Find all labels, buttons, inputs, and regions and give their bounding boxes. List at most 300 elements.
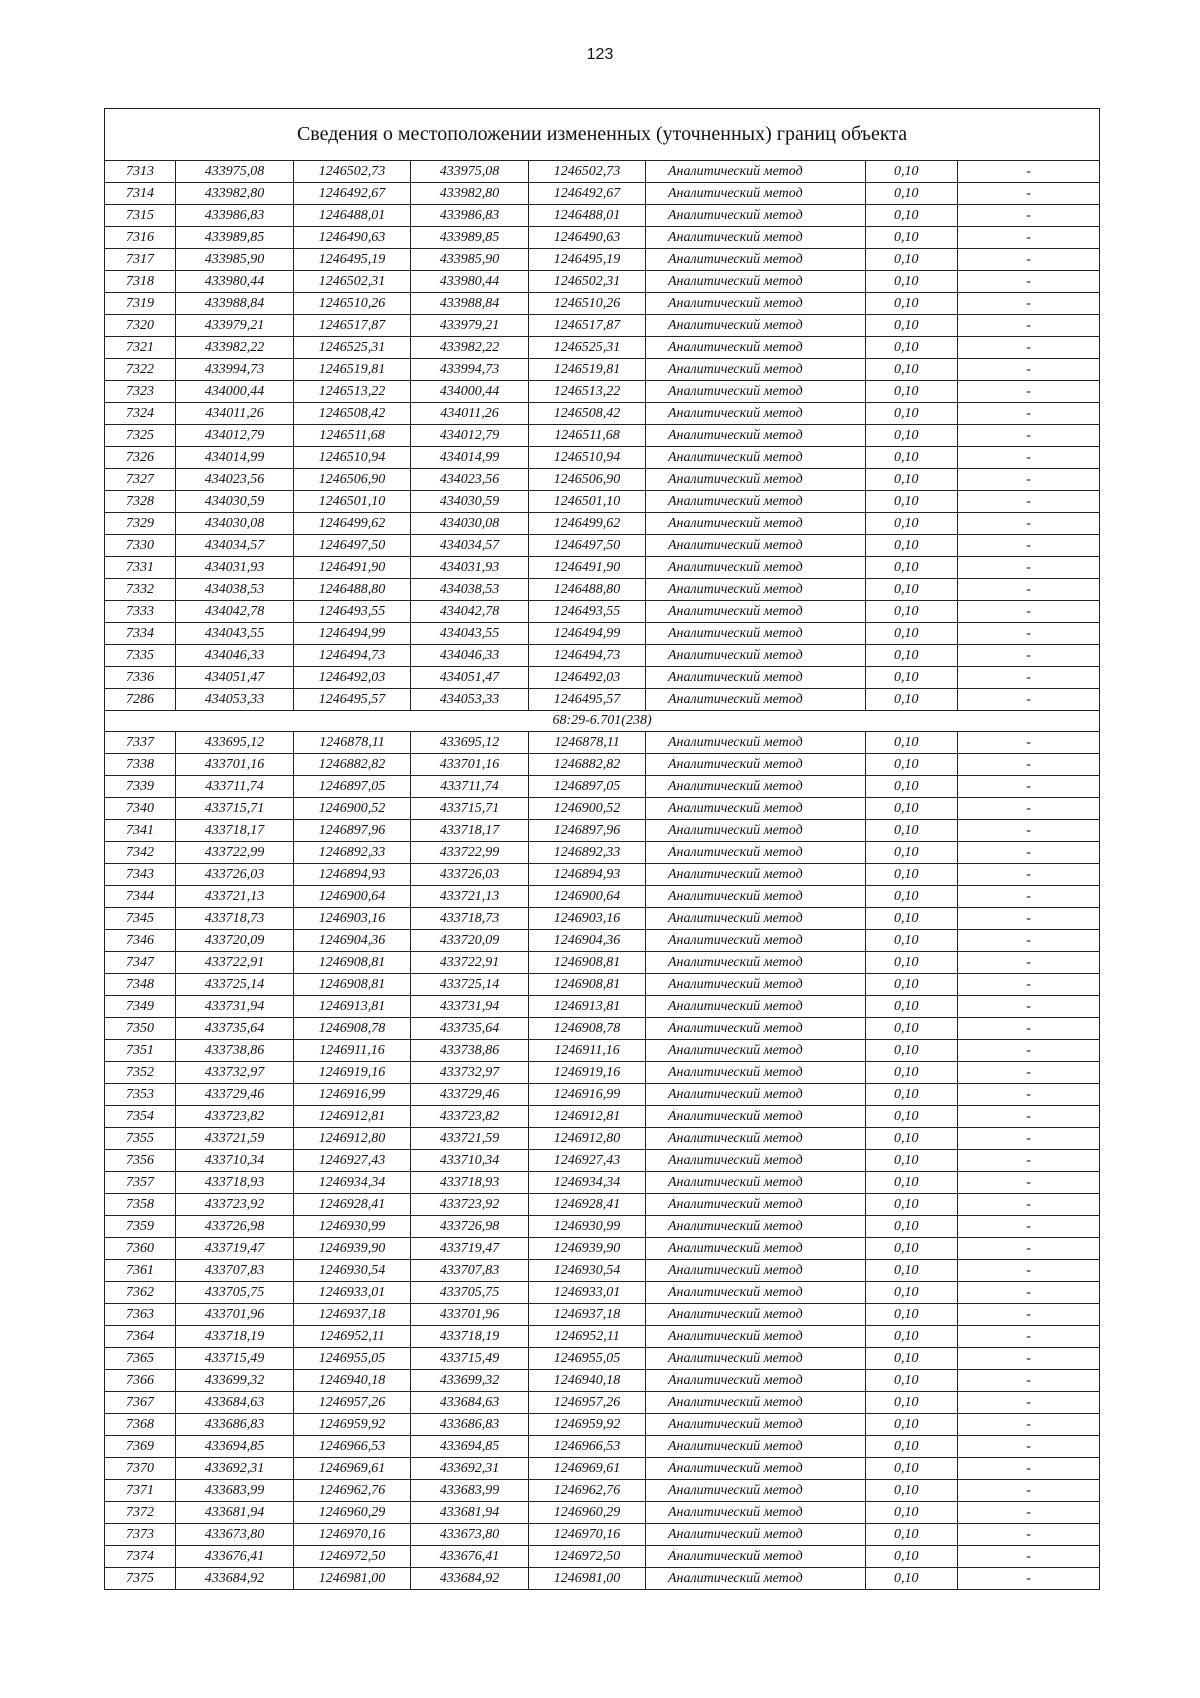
cell-method: Аналитический метод bbox=[646, 1502, 866, 1524]
cell-description: - bbox=[958, 1150, 1100, 1172]
cell-x-new: 433686,83 bbox=[411, 1414, 529, 1436]
cell-x-new: 433705,75 bbox=[411, 1282, 529, 1304]
table-row bbox=[105, 974, 1100, 996]
table-row bbox=[105, 1106, 1100, 1128]
cell-y-new: 1246916,99 bbox=[529, 1084, 646, 1106]
cell-x-old: 433989,85 bbox=[176, 227, 294, 249]
cell-description: - bbox=[958, 1128, 1100, 1150]
cell-precision: 0,10 bbox=[866, 974, 958, 996]
cell-point-number: 7336 bbox=[105, 667, 176, 689]
cell-description: - bbox=[958, 1480, 1100, 1502]
table-row bbox=[105, 1238, 1100, 1260]
table-row bbox=[105, 403, 1100, 425]
cell-description: - bbox=[958, 513, 1100, 535]
cell-point-number: 7330 bbox=[105, 535, 176, 557]
cell-x-new: 433718,93 bbox=[411, 1172, 529, 1194]
cell-precision: 0,10 bbox=[866, 359, 958, 381]
cell-method: Аналитический метод bbox=[646, 974, 866, 996]
cell-y-new: 1246972,50 bbox=[529, 1546, 646, 1568]
cell-description: - bbox=[958, 1458, 1100, 1480]
cell-description: - bbox=[958, 623, 1100, 645]
cell-description: - bbox=[958, 337, 1100, 359]
cell-precision: 0,10 bbox=[866, 1480, 958, 1502]
cell-method: Аналитический метод bbox=[646, 1172, 866, 1194]
cell-point-number: 7331 bbox=[105, 557, 176, 579]
cell-method: Аналитический метод bbox=[646, 183, 866, 205]
cell-x-new: 433707,83 bbox=[411, 1260, 529, 1282]
cell-precision: 0,10 bbox=[866, 1502, 958, 1524]
cell-point-number: 7332 bbox=[105, 579, 176, 601]
cell-y-new: 1246933,01 bbox=[529, 1282, 646, 1304]
cell-y-new: 1246919,16 bbox=[529, 1062, 646, 1084]
cell-method: Аналитический метод bbox=[646, 491, 866, 513]
cell-y-new: 1246940,18 bbox=[529, 1370, 646, 1392]
cell-y-new: 1246911,16 bbox=[529, 1040, 646, 1062]
cell-description: - bbox=[958, 1524, 1100, 1546]
cell-x-old: 433982,22 bbox=[176, 337, 294, 359]
cell-x-new: 434038,53 bbox=[411, 579, 529, 601]
cell-x-old: 433715,71 bbox=[176, 798, 294, 820]
cell-y-new: 1246970,16 bbox=[529, 1524, 646, 1546]
cell-x-old: 433695,12 bbox=[176, 732, 294, 754]
cell-precision: 0,10 bbox=[866, 1128, 958, 1150]
cell-x-old: 434030,08 bbox=[176, 513, 294, 535]
cell-precision: 0,10 bbox=[866, 930, 958, 952]
cell-point-number: 7338 bbox=[105, 754, 176, 776]
cell-precision: 0,10 bbox=[866, 469, 958, 491]
cell-method: Аналитический метод bbox=[646, 1524, 866, 1546]
cell-y-old: 1246927,43 bbox=[294, 1150, 411, 1172]
cell-precision: 0,10 bbox=[866, 1458, 958, 1480]
cell-precision: 0,10 bbox=[866, 227, 958, 249]
table-row bbox=[105, 1062, 1100, 1084]
cell-y-old: 1246525,31 bbox=[294, 337, 411, 359]
cell-method: Аналитический метод bbox=[646, 1480, 866, 1502]
cell-precision: 0,10 bbox=[866, 491, 958, 513]
cell-precision: 0,10 bbox=[866, 315, 958, 337]
cell-precision: 0,10 bbox=[866, 249, 958, 271]
cell-description: - bbox=[958, 886, 1100, 908]
cell-y-old: 1246900,52 bbox=[294, 798, 411, 820]
cell-precision: 0,10 bbox=[866, 1414, 958, 1436]
table-row bbox=[105, 381, 1100, 403]
page-number: 123 bbox=[586, 46, 614, 63]
cell-point-number: 7358 bbox=[105, 1194, 176, 1216]
cell-method: Аналитический метод bbox=[646, 447, 866, 469]
cell-y-old: 1246908,81 bbox=[294, 952, 411, 974]
cell-y-old: 1246911,16 bbox=[294, 1040, 411, 1062]
cell-point-number: 7370 bbox=[105, 1458, 176, 1480]
cell-y-new: 1246897,96 bbox=[529, 820, 646, 842]
cell-point-number: 7348 bbox=[105, 974, 176, 996]
cell-description: - bbox=[958, 1304, 1100, 1326]
cell-method: Аналитический метод bbox=[646, 1436, 866, 1458]
table-row bbox=[105, 513, 1100, 535]
cell-y-new: 1246501,10 bbox=[529, 491, 646, 513]
cell-description: - bbox=[958, 601, 1100, 623]
cell-x-new: 434031,93 bbox=[411, 557, 529, 579]
cell-precision: 0,10 bbox=[866, 205, 958, 227]
cell-y-old: 1246492,67 bbox=[294, 183, 411, 205]
cell-method: Аналитический метод bbox=[646, 1568, 866, 1590]
cell-y-old: 1246488,80 bbox=[294, 579, 411, 601]
table-row bbox=[105, 689, 1100, 711]
cell-precision: 0,10 bbox=[866, 667, 958, 689]
cell-point-number: 7357 bbox=[105, 1172, 176, 1194]
cell-y-old: 1246511,68 bbox=[294, 425, 411, 447]
table-row bbox=[105, 249, 1100, 271]
cell-x-new: 434023,56 bbox=[411, 469, 529, 491]
cell-x-new: 433681,94 bbox=[411, 1502, 529, 1524]
cell-method: Аналитический метод bbox=[646, 776, 866, 798]
cell-precision: 0,10 bbox=[866, 776, 958, 798]
cell-precision: 0,10 bbox=[866, 271, 958, 293]
cell-method: Аналитический метод bbox=[646, 227, 866, 249]
cell-y-old: 1246878,11 bbox=[294, 732, 411, 754]
cell-y-old: 1246981,00 bbox=[294, 1568, 411, 1590]
cell-y-old: 1246508,42 bbox=[294, 403, 411, 425]
cell-method: Аналитический метод bbox=[646, 754, 866, 776]
table-row bbox=[105, 1172, 1100, 1194]
cell-x-old: 433986,83 bbox=[176, 205, 294, 227]
cell-point-number: 7354 bbox=[105, 1106, 176, 1128]
cell-x-old: 433710,34 bbox=[176, 1150, 294, 1172]
cell-description: - bbox=[958, 1502, 1100, 1524]
cell-x-new: 433699,32 bbox=[411, 1370, 529, 1392]
table-row bbox=[105, 1326, 1100, 1348]
cell-description: - bbox=[958, 996, 1100, 1018]
cell-x-new: 433718,17 bbox=[411, 820, 529, 842]
cell-x-new: 434042,78 bbox=[411, 601, 529, 623]
cell-method: Аналитический метод bbox=[646, 1194, 866, 1216]
cell-method: Аналитический метод bbox=[646, 381, 866, 403]
cell-y-old: 1246913,81 bbox=[294, 996, 411, 1018]
cell-description: - bbox=[958, 864, 1100, 886]
cell-x-old: 433722,91 bbox=[176, 952, 294, 974]
cell-y-new: 1246508,42 bbox=[529, 403, 646, 425]
cell-x-old: 433718,17 bbox=[176, 820, 294, 842]
cell-y-old: 1246972,50 bbox=[294, 1546, 411, 1568]
cell-y-new: 1246882,82 bbox=[529, 754, 646, 776]
cell-point-number: 7353 bbox=[105, 1084, 176, 1106]
cell-x-old: 433701,96 bbox=[176, 1304, 294, 1326]
cell-description: - bbox=[958, 381, 1100, 403]
cell-y-old: 1246919,16 bbox=[294, 1062, 411, 1084]
cell-precision: 0,10 bbox=[866, 403, 958, 425]
cell-x-new: 433711,74 bbox=[411, 776, 529, 798]
cell-precision: 0,10 bbox=[866, 820, 958, 842]
cell-x-new: 433735,64 bbox=[411, 1018, 529, 1040]
table-row bbox=[105, 864, 1100, 886]
cell-precision: 0,10 bbox=[866, 513, 958, 535]
cell-description: - bbox=[958, 754, 1100, 776]
cell-point-number: 7321 bbox=[105, 337, 176, 359]
cell-method: Аналитический метод bbox=[646, 579, 866, 601]
cell-point-number: 7374 bbox=[105, 1546, 176, 1568]
cell-method: Аналитический метод bbox=[646, 1282, 866, 1304]
cell-y-new: 1246960,29 bbox=[529, 1502, 646, 1524]
cell-description: - bbox=[958, 557, 1100, 579]
table-row bbox=[105, 1546, 1100, 1568]
cell-y-old: 1246517,87 bbox=[294, 315, 411, 337]
cell-precision: 0,10 bbox=[866, 1568, 958, 1590]
cell-x-old: 433725,14 bbox=[176, 974, 294, 996]
cell-description: - bbox=[958, 183, 1100, 205]
section-heading-row bbox=[105, 711, 1100, 732]
cell-point-number: 7341 bbox=[105, 820, 176, 842]
table-row bbox=[105, 1282, 1100, 1304]
cell-y-old: 1246908,78 bbox=[294, 1018, 411, 1040]
cell-point-number: 7344 bbox=[105, 886, 176, 908]
cell-x-old: 433701,16 bbox=[176, 754, 294, 776]
table-row bbox=[105, 1216, 1100, 1238]
cell-method: Аналитический метод bbox=[646, 337, 866, 359]
cell-x-new: 433721,13 bbox=[411, 886, 529, 908]
cell-precision: 0,10 bbox=[866, 842, 958, 864]
cell-method: Аналитический метод bbox=[646, 842, 866, 864]
table-row bbox=[105, 1502, 1100, 1524]
cell-point-number: 7335 bbox=[105, 645, 176, 667]
cell-x-new: 433986,83 bbox=[411, 205, 529, 227]
table-row bbox=[105, 579, 1100, 601]
cell-precision: 0,10 bbox=[866, 689, 958, 711]
cell-description: - bbox=[958, 974, 1100, 996]
cell-precision: 0,10 bbox=[866, 337, 958, 359]
cell-method: Аналитический метод bbox=[646, 1304, 866, 1326]
cell-method: Аналитический метод bbox=[646, 557, 866, 579]
cell-y-new: 1246499,62 bbox=[529, 513, 646, 535]
cell-point-number: 7340 bbox=[105, 798, 176, 820]
cell-description: - bbox=[958, 447, 1100, 469]
cell-y-new: 1246939,90 bbox=[529, 1238, 646, 1260]
cell-point-number: 7367 bbox=[105, 1392, 176, 1414]
cell-point-number: 7366 bbox=[105, 1370, 176, 1392]
cell-x-old: 433729,46 bbox=[176, 1084, 294, 1106]
cell-method: Аналитический метод bbox=[646, 1546, 866, 1568]
table-title: Сведения о местоположении измененных (уточненных) границ объекта bbox=[105, 109, 1100, 161]
cell-point-number: 7361 bbox=[105, 1260, 176, 1282]
cell-point-number: 7359 bbox=[105, 1216, 176, 1238]
section-heading: 68:29-6.701(238) bbox=[105, 711, 1100, 732]
table-row bbox=[105, 1040, 1100, 1062]
table-row bbox=[105, 623, 1100, 645]
cell-precision: 0,10 bbox=[866, 447, 958, 469]
cell-x-old: 433684,63 bbox=[176, 1392, 294, 1414]
cell-precision: 0,10 bbox=[866, 798, 958, 820]
table-row bbox=[105, 1436, 1100, 1458]
cell-method: Аналитический метод bbox=[646, 1458, 866, 1480]
cell-y-old: 1246491,90 bbox=[294, 557, 411, 579]
cell-description: - bbox=[958, 1194, 1100, 1216]
cell-x-new: 433701,96 bbox=[411, 1304, 529, 1326]
cell-point-number: 7334 bbox=[105, 623, 176, 645]
cell-x-new: 433722,99 bbox=[411, 842, 529, 864]
cell-y-new: 1246937,18 bbox=[529, 1304, 646, 1326]
cell-method: Аналитический метод bbox=[646, 315, 866, 337]
cell-x-old: 433982,80 bbox=[176, 183, 294, 205]
cell-x-new: 433975,08 bbox=[411, 161, 529, 183]
table-row bbox=[105, 601, 1100, 623]
cell-method: Аналитический метод bbox=[646, 1326, 866, 1348]
cell-point-number: 7337 bbox=[105, 732, 176, 754]
cell-x-new: 433721,59 bbox=[411, 1128, 529, 1150]
cell-point-number: 7343 bbox=[105, 864, 176, 886]
cell-y-new: 1246934,34 bbox=[529, 1172, 646, 1194]
cell-y-new: 1246957,26 bbox=[529, 1392, 646, 1414]
cell-y-new: 1246962,76 bbox=[529, 1480, 646, 1502]
cell-y-old: 1246937,18 bbox=[294, 1304, 411, 1326]
cell-y-new: 1246927,43 bbox=[529, 1150, 646, 1172]
cell-x-old: 433711,74 bbox=[176, 776, 294, 798]
cell-method: Аналитический метод bbox=[646, 1018, 866, 1040]
cell-x-new: 433729,46 bbox=[411, 1084, 529, 1106]
cell-x-new: 433725,14 bbox=[411, 974, 529, 996]
cell-point-number: 7355 bbox=[105, 1128, 176, 1150]
cell-x-old: 433686,83 bbox=[176, 1414, 294, 1436]
cell-x-new: 433720,09 bbox=[411, 930, 529, 952]
cell-precision: 0,10 bbox=[866, 952, 958, 974]
cell-x-old: 433985,90 bbox=[176, 249, 294, 271]
cell-y-new: 1246517,87 bbox=[529, 315, 646, 337]
cell-x-old: 433683,99 bbox=[176, 1480, 294, 1502]
cell-x-new: 433979,21 bbox=[411, 315, 529, 337]
cell-description: - bbox=[958, 732, 1100, 754]
table-row bbox=[105, 337, 1100, 359]
cell-y-new: 1246511,68 bbox=[529, 425, 646, 447]
cell-x-old: 433705,75 bbox=[176, 1282, 294, 1304]
cell-precision: 0,10 bbox=[866, 1326, 958, 1348]
table-row bbox=[105, 557, 1100, 579]
cell-x-new: 433684,63 bbox=[411, 1392, 529, 1414]
cell-y-new: 1246494,73 bbox=[529, 645, 646, 667]
cell-method: Аналитический метод bbox=[646, 667, 866, 689]
cell-y-old: 1246492,03 bbox=[294, 667, 411, 689]
cell-point-number: 7371 bbox=[105, 1480, 176, 1502]
cell-y-old: 1246916,99 bbox=[294, 1084, 411, 1106]
cell-point-number: 7350 bbox=[105, 1018, 176, 1040]
cell-description: - bbox=[958, 1370, 1100, 1392]
cell-y-old: 1246897,05 bbox=[294, 776, 411, 798]
cell-description: - bbox=[958, 535, 1100, 557]
cell-y-old: 1246940,18 bbox=[294, 1370, 411, 1392]
cell-x-new: 433722,91 bbox=[411, 952, 529, 974]
table-row bbox=[105, 820, 1100, 842]
cell-x-old: 433994,73 bbox=[176, 359, 294, 381]
cell-precision: 0,10 bbox=[866, 1106, 958, 1128]
cell-y-old: 1246959,92 bbox=[294, 1414, 411, 1436]
cell-x-old: 433673,80 bbox=[176, 1524, 294, 1546]
cell-x-new: 433726,03 bbox=[411, 864, 529, 886]
cell-point-number: 7346 bbox=[105, 930, 176, 952]
cell-precision: 0,10 bbox=[866, 1084, 958, 1106]
cell-y-new: 1246878,11 bbox=[529, 732, 646, 754]
cell-precision: 0,10 bbox=[866, 996, 958, 1018]
cell-y-old: 1246955,05 bbox=[294, 1348, 411, 1370]
cell-point-number: 7375 bbox=[105, 1568, 176, 1590]
table-row bbox=[105, 1348, 1100, 1370]
table-row bbox=[105, 1018, 1100, 1040]
cell-description: - bbox=[958, 1040, 1100, 1062]
cell-y-new: 1246908,81 bbox=[529, 974, 646, 996]
table-row bbox=[105, 1150, 1100, 1172]
cell-y-old: 1246912,80 bbox=[294, 1128, 411, 1150]
cell-precision: 0,10 bbox=[866, 535, 958, 557]
cell-precision: 0,10 bbox=[866, 601, 958, 623]
cell-point-number: 7324 bbox=[105, 403, 176, 425]
cell-y-new: 1246510,94 bbox=[529, 447, 646, 469]
cell-description: - bbox=[958, 645, 1100, 667]
cell-y-new: 1246913,81 bbox=[529, 996, 646, 1018]
cell-description: - bbox=[958, 1348, 1100, 1370]
cell-method: Аналитический метод bbox=[646, 930, 866, 952]
cell-y-old: 1246960,29 bbox=[294, 1502, 411, 1524]
cell-description: - bbox=[958, 1018, 1100, 1040]
table-row bbox=[105, 469, 1100, 491]
table-row bbox=[105, 1524, 1100, 1546]
table-row bbox=[105, 359, 1100, 381]
cell-y-old: 1246894,93 bbox=[294, 864, 411, 886]
cell-precision: 0,10 bbox=[866, 1062, 958, 1084]
cell-point-number: 7323 bbox=[105, 381, 176, 403]
cell-x-new: 433994,73 bbox=[411, 359, 529, 381]
cell-y-old: 1246490,63 bbox=[294, 227, 411, 249]
cell-description: - bbox=[958, 1238, 1100, 1260]
cell-x-old: 434030,59 bbox=[176, 491, 294, 513]
cell-x-old: 433721,59 bbox=[176, 1128, 294, 1150]
cell-y-old: 1246494,99 bbox=[294, 623, 411, 645]
cell-y-old: 1246969,61 bbox=[294, 1458, 411, 1480]
table-row bbox=[105, 1392, 1100, 1414]
cell-description: - bbox=[958, 425, 1100, 447]
cell-precision: 0,10 bbox=[866, 425, 958, 447]
cell-description: - bbox=[958, 952, 1100, 974]
cell-description: - bbox=[958, 227, 1100, 249]
cell-x-new: 433683,99 bbox=[411, 1480, 529, 1502]
cell-y-new: 1246492,03 bbox=[529, 667, 646, 689]
cell-description: - bbox=[958, 469, 1100, 491]
table-row bbox=[105, 315, 1100, 337]
cell-precision: 0,10 bbox=[866, 1238, 958, 1260]
table-row bbox=[105, 293, 1100, 315]
cell-precision: 0,10 bbox=[866, 1282, 958, 1304]
cell-description: - bbox=[958, 1546, 1100, 1568]
cell-y-new: 1246904,36 bbox=[529, 930, 646, 952]
cell-x-new: 434051,47 bbox=[411, 667, 529, 689]
cell-method: Аналитический метод bbox=[646, 952, 866, 974]
cell-method: Аналитический метод bbox=[646, 864, 866, 886]
cell-precision: 0,10 bbox=[866, 1546, 958, 1568]
cell-precision: 0,10 bbox=[866, 1194, 958, 1216]
cell-method: Аналитический метод bbox=[646, 1062, 866, 1084]
cell-x-new: 433715,71 bbox=[411, 798, 529, 820]
cell-method: Аналитический метод bbox=[646, 293, 866, 315]
cell-x-old: 433722,99 bbox=[176, 842, 294, 864]
cell-y-new: 1246930,54 bbox=[529, 1260, 646, 1282]
cell-method: Аналитический метод bbox=[646, 996, 866, 1018]
cell-y-old: 1246519,81 bbox=[294, 359, 411, 381]
cell-method: Аналитический метод bbox=[646, 1238, 866, 1260]
cell-y-old: 1246501,10 bbox=[294, 491, 411, 513]
cell-precision: 0,10 bbox=[866, 908, 958, 930]
table-row bbox=[105, 1128, 1100, 1150]
cell-method: Аналитический метод bbox=[646, 820, 866, 842]
cell-description: - bbox=[958, 205, 1100, 227]
cell-point-number: 7356 bbox=[105, 1150, 176, 1172]
cell-y-new: 1246930,99 bbox=[529, 1216, 646, 1238]
table-row bbox=[105, 645, 1100, 667]
cell-y-old: 1246892,33 bbox=[294, 842, 411, 864]
cell-description: - bbox=[958, 776, 1100, 798]
